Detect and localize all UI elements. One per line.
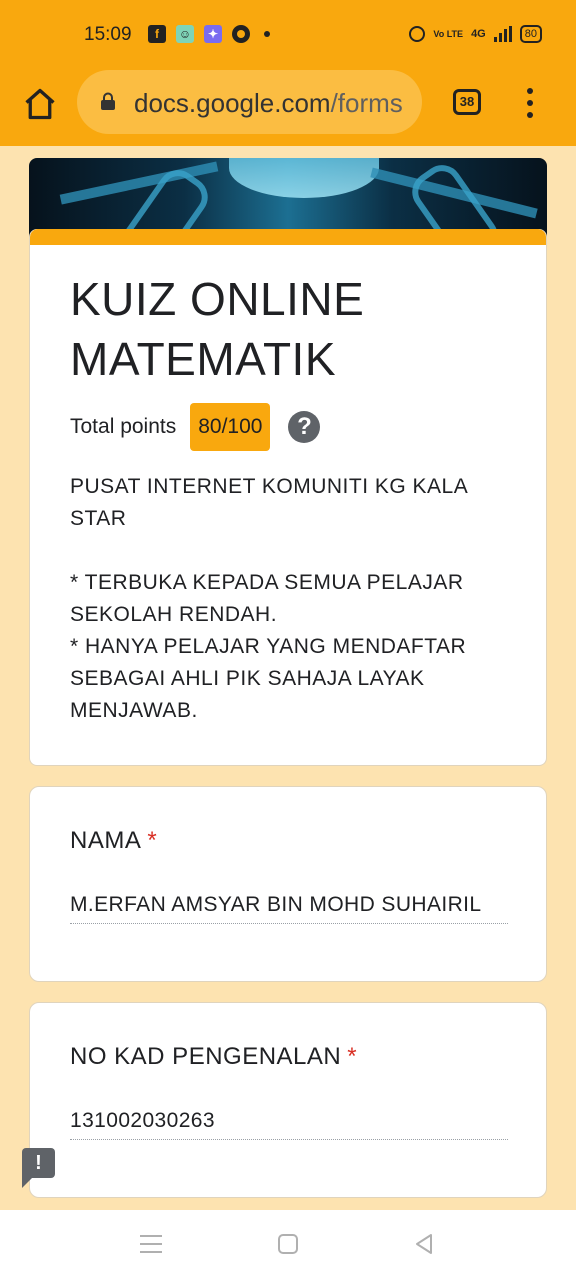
- question-card-nama: [29, 786, 547, 982]
- volte-icon: Vo LTE: [433, 28, 464, 39]
- messenger-icon: ✦: [204, 25, 222, 43]
- tab-switcher-button[interactable]: 38: [453, 89, 481, 115]
- description-line: * HANYA PELAJAR YANG MENDAFTAR SEBAGAI AHLI PIK SAHAJA LAYAK MENJAWAB.: [70, 635, 467, 722]
- home-icon[interactable]: [22, 86, 58, 122]
- lock-icon: [99, 92, 117, 110]
- points-label: Total points: [70, 415, 177, 438]
- facebook-icon: f: [148, 25, 166, 43]
- url-path: /forms: [330, 88, 403, 118]
- description-line: PUSAT INTERNET KOMUNITI KG KALA STAR: [70, 475, 468, 530]
- chrome-icon: [232, 25, 250, 43]
- nav-home-icon[interactable]: [278, 1234, 298, 1254]
- name-answer-field[interactable]: M.ERFAN AMSYAR BIN MOHD SUHAIRIL: [70, 893, 508, 924]
- ic-answer-field[interactable]: 131002030263: [70, 1109, 508, 1140]
- more-menu-icon[interactable]: [520, 86, 540, 120]
- required-marker: *: [147, 827, 158, 854]
- alarm-icon: [409, 26, 425, 42]
- accent-bar: [30, 229, 546, 245]
- system-navigation-bar: [0, 1210, 576, 1280]
- question-label: [70, 827, 157, 855]
- url-domain: docs.google.com: [134, 88, 331, 118]
- points-badge: 80/100: [190, 403, 270, 451]
- total-points-row: [70, 403, 320, 451]
- battery-icon: 80: [520, 25, 542, 43]
- form-title-card: [29, 229, 547, 766]
- question-title: NAMA: [70, 827, 142, 854]
- required-marker: *: [347, 1043, 358, 1070]
- url-text: [134, 88, 403, 119]
- form-header-image: [29, 158, 547, 238]
- back-icon[interactable]: [412, 1232, 436, 1256]
- status-time: 15:09: [84, 24, 132, 45]
- dot-icon: [264, 31, 270, 37]
- url-bar[interactable]: [77, 70, 422, 134]
- help-icon[interactable]: ?: [288, 411, 320, 443]
- app-icon: ☺: [176, 25, 194, 43]
- status-bar: [0, 0, 576, 70]
- signal-icon: [494, 26, 512, 42]
- notification-icons: [148, 25, 270, 43]
- description-line: * TERBUKA KEPADA SEMUA PELAJAR SEKOLAH RENDAH.: [70, 571, 464, 626]
- form-title: KUIZ ONLINE MATEMATIK: [70, 273, 365, 385]
- network-type: 4G: [471, 28, 486, 40]
- browser-toolbar: [0, 70, 576, 146]
- feedback-icon[interactable]: !: [22, 1148, 55, 1178]
- form-description: [70, 471, 500, 727]
- question-card-ic-number: [29, 1002, 547, 1198]
- system-icons: [409, 25, 542, 43]
- question-title: NO KAD PENGENALAN: [70, 1043, 342, 1070]
- question-label: [70, 1043, 357, 1071]
- recent-apps-icon[interactable]: [140, 1235, 162, 1253]
